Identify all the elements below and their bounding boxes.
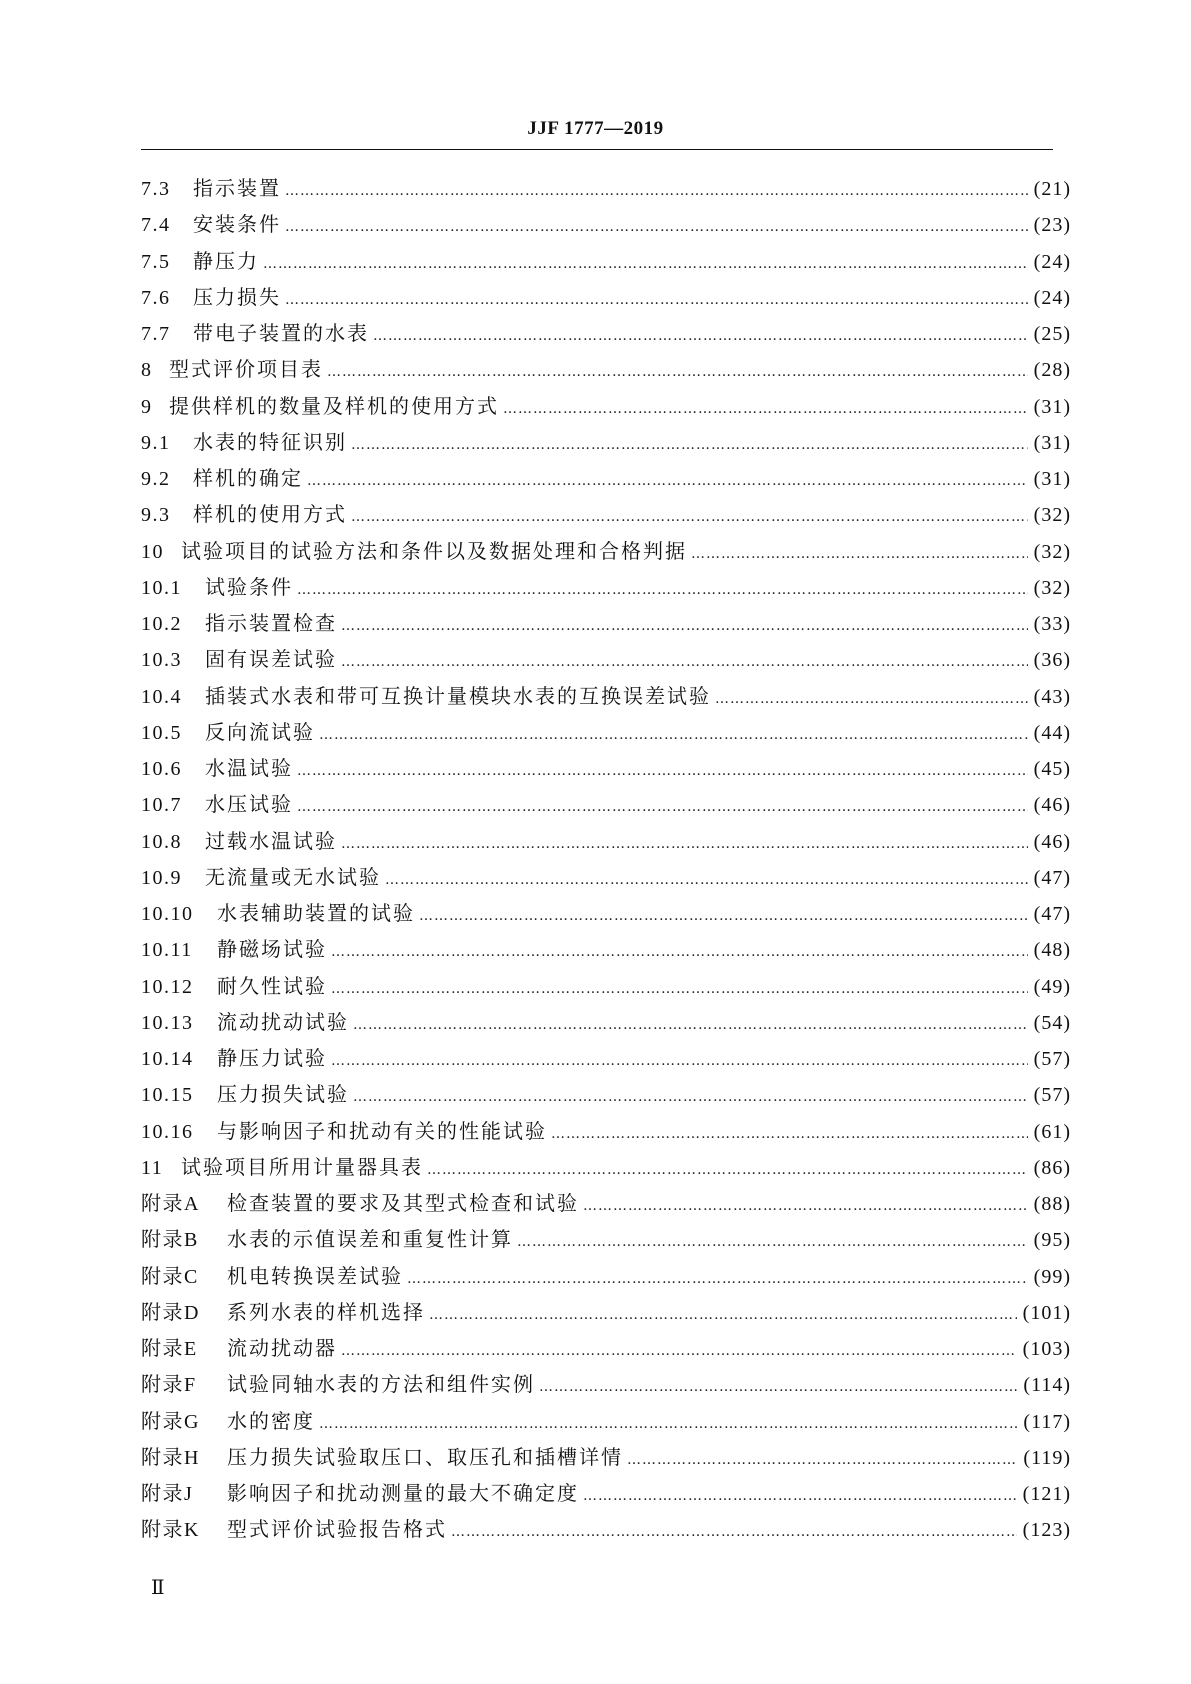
toc-entry-number: 10.12 <box>141 975 194 998</box>
toc-dot-leader <box>715 681 1028 717</box>
toc-entry <box>141 388 1071 424</box>
toc-dot-leader <box>297 572 1028 608</box>
toc-entry-page: (99) <box>1033 1265 1071 1288</box>
toc-entry <box>141 315 1071 351</box>
toc-entry-page: (32) <box>1033 504 1071 527</box>
toc-entry-title: 水表的特征识别 <box>193 429 347 454</box>
toc-dot-leader <box>539 1369 1017 1405</box>
toc-entry-number: 附录G <box>141 1410 200 1433</box>
toc-entry <box>141 569 1071 605</box>
toc-dot-leader <box>427 1152 1028 1188</box>
toc-entry-number: 10.5 <box>141 721 182 744</box>
toc-entry-title: 无流量或无水试验 <box>205 864 381 889</box>
toc-entry-number: 附录C <box>141 1265 199 1288</box>
toc-entry-title: 试验项目所用计量器具表 <box>181 1154 423 1179</box>
toc-entry-page: (45) <box>1033 758 1071 780</box>
toc-entry <box>141 424 1071 460</box>
toc-entry-title: 流动扰动试验 <box>217 1009 349 1034</box>
toc-entry-title: 型式评价项目表 <box>169 357 323 382</box>
toc-dot-leader <box>285 209 1028 245</box>
toc-entry-page: (43) <box>1033 685 1071 708</box>
toc-entry-page: (31) <box>1033 468 1071 490</box>
toc-entry-page: (103) <box>1022 1338 1071 1360</box>
toc-entry <box>141 1040 1071 1076</box>
toc-entry-page: (101) <box>1022 1301 1071 1324</box>
toc-entry-number: 附录B <box>141 1229 199 1252</box>
toc-entry-number: 7.6 <box>141 286 171 309</box>
toc-entry-title: 影响因子和扰动测量的最大不确定度 <box>227 1481 579 1505</box>
toc-entry-title: 反向流试验 <box>205 719 315 744</box>
toc-entry-page: (23) <box>1033 214 1071 237</box>
toc-dot-leader <box>551 1116 1028 1152</box>
toc-entry-number: 10.7 <box>141 794 182 817</box>
toc-entry-number: 附录D <box>141 1301 200 1324</box>
toc-entry-title: 固有误差试验 <box>205 647 337 672</box>
toc-entry-number: 10.11 <box>141 939 193 962</box>
toc-entry <box>141 641 1071 677</box>
toc-dot-leader <box>419 898 1028 934</box>
toc-entry <box>141 1185 1071 1221</box>
toc-entry-title: 压力损失试验 <box>217 1082 349 1107</box>
toc-entry-page: (46) <box>1033 794 1071 817</box>
toc-dot-leader <box>353 1079 1028 1115</box>
toc-entry <box>141 1076 1071 1112</box>
toc-entry-number: 8 <box>141 359 153 382</box>
toc-entry <box>141 931 1071 967</box>
toc-entry-number: 附录K <box>141 1519 200 1542</box>
toc-dot-leader <box>307 463 1028 499</box>
toc-dot-leader <box>341 1333 1017 1369</box>
toc-entry-title: 水压试验 <box>205 792 293 817</box>
toc-entry-number: 附录F <box>141 1374 197 1397</box>
toc-entry <box>141 460 1071 496</box>
toc-entry-number: 10.13 <box>141 1011 194 1034</box>
toc-dot-leader <box>319 717 1028 753</box>
toc-entry-number: 7.7 <box>141 323 171 345</box>
toc-entry-number: 10.6 <box>141 758 182 780</box>
toc-entry <box>141 1221 1071 1257</box>
toc-entry-number: 10.1 <box>141 576 182 599</box>
toc-entry <box>141 243 1071 279</box>
toc-entry-title: 带电子装置的水表 <box>193 321 369 345</box>
toc-entry-page: (44) <box>1033 721 1071 744</box>
toc-entry-page: (33) <box>1033 613 1071 635</box>
toc-entry-page: (119) <box>1023 1446 1071 1469</box>
toc-dot-leader <box>341 826 1028 862</box>
toc-entry-number: 附录J <box>141 1483 194 1505</box>
toc-dot-leader <box>331 1043 1028 1079</box>
toc-entry-page: (28) <box>1033 359 1071 382</box>
toc-entry-page: (32) <box>1033 576 1071 599</box>
toc-entry-title: 耐久性试验 <box>217 973 327 998</box>
toc-entry-title: 系列水表的样机选择 <box>227 1299 425 1324</box>
toc-entry-number: 7.3 <box>141 178 171 200</box>
toc-entry <box>141 895 1071 931</box>
toc-entry-page: (86) <box>1033 1156 1071 1179</box>
toc-dot-leader <box>407 1261 1028 1297</box>
toc-dot-leader <box>373 318 1028 354</box>
toc-entry-title: 水的密度 <box>227 1408 315 1433</box>
toc-entry-page: (57) <box>1033 1048 1071 1070</box>
toc-entry <box>141 750 1071 786</box>
toc-entry <box>141 496 1071 532</box>
toc-entry-number: 附录E <box>141 1338 198 1360</box>
toc-entry-page: (54) <box>1033 1011 1071 1034</box>
toc-entry <box>141 678 1071 714</box>
toc-entry-page: (25) <box>1033 323 1071 345</box>
toc-entry-number: 7.4 <box>141 214 171 237</box>
table-of-contents <box>141 170 1071 1548</box>
toc-dot-leader <box>583 1188 1028 1224</box>
toc-entry <box>141 1258 1071 1294</box>
toc-entry-title: 指示装置检查 <box>205 611 337 635</box>
toc-entry-number: 10.3 <box>141 649 182 672</box>
toc-entry-page: (47) <box>1033 866 1071 889</box>
toc-entry-page: (21) <box>1033 178 1071 200</box>
toc-entry-page: (49) <box>1033 975 1071 998</box>
toc-entry-title: 插装式水表和带可互换计量模块水表的互换误差试验 <box>205 683 711 708</box>
toc-entry <box>141 351 1071 387</box>
toc-entry-title: 试验同轴水表的方法和组件实例 <box>227 1372 535 1397</box>
toc-entry-page: (47) <box>1033 903 1071 925</box>
toc-entry-number: 10.4 <box>141 685 182 708</box>
toc-entry-page: (31) <box>1033 395 1071 418</box>
toc-entry-title: 样机的确定 <box>193 466 303 490</box>
toc-entry-number: 11 <box>141 1156 164 1179</box>
toc-entry-title: 试验条件 <box>205 574 293 599</box>
toc-entry <box>141 786 1071 822</box>
document-code-header: JJF 1777—2019 <box>527 118 664 139</box>
toc-entry-title: 与影响因子和扰动有关的性能试验 <box>217 1118 547 1143</box>
toc-entry-number: 附录H <box>141 1446 200 1469</box>
toc-entry <box>141 279 1071 315</box>
toc-dot-leader <box>327 354 1028 390</box>
toc-entry-page: (57) <box>1033 1084 1071 1107</box>
toc-entry-number: 10.8 <box>141 830 182 853</box>
toc-entry <box>141 714 1071 750</box>
toc-dot-leader <box>627 1442 1017 1478</box>
toc-entry <box>141 1149 1071 1185</box>
toc-entry-page: (31) <box>1033 431 1071 454</box>
toc-entry <box>141 1439 1071 1475</box>
toc-entry <box>141 206 1071 242</box>
toc-entry <box>141 859 1071 895</box>
toc-dot-leader <box>263 246 1028 282</box>
toc-entry-page: (114) <box>1023 1374 1071 1397</box>
toc-entry-number: 9.1 <box>141 431 171 454</box>
toc-entry-number: 9.2 <box>141 468 171 490</box>
toc-entry-page: (121) <box>1022 1483 1071 1505</box>
toc-entry-page: (88) <box>1033 1193 1071 1215</box>
toc-dot-leader <box>583 1478 1017 1514</box>
page-number: Ⅱ <box>151 1577 165 1599</box>
toc-entry-number: 10.14 <box>141 1048 194 1070</box>
toc-entry-title: 静压力试验 <box>217 1046 327 1070</box>
toc-entry-title: 型式评价试验报告格式 <box>227 1517 447 1542</box>
toc-entry-title: 样机的使用方式 <box>193 502 347 527</box>
toc-entry-number: 10.16 <box>141 1120 194 1143</box>
toc-entry-number: 10 <box>141 540 164 563</box>
toc-entry-page: (24) <box>1033 286 1071 309</box>
toc-entry-page: (36) <box>1033 649 1071 672</box>
toc-entry <box>141 1475 1071 1511</box>
toc-entry-title: 压力损失 <box>193 284 281 309</box>
toc-entry <box>141 533 1071 569</box>
toc-entry-number: 9 <box>141 395 153 418</box>
toc-entry-page: (123) <box>1022 1519 1071 1542</box>
toc-entry-title: 试验项目的试验方法和条件以及数据处理和合格判据 <box>181 538 687 563</box>
toc-dot-leader <box>353 1007 1028 1043</box>
toc-entry <box>141 1511 1071 1547</box>
toc-entry-number: 10.15 <box>141 1084 194 1107</box>
toc-dot-leader <box>429 1297 1017 1333</box>
toc-entry <box>141 1330 1071 1366</box>
toc-entry-title: 流动扰动器 <box>227 1336 337 1360</box>
toc-entry-title: 机电转换误差试验 <box>227 1263 403 1288</box>
toc-entry <box>141 1113 1071 1149</box>
toc-dot-leader <box>297 789 1028 825</box>
toc-dot-leader <box>341 644 1028 680</box>
toc-entry <box>141 1403 1071 1439</box>
toc-entry-title: 指示装置 <box>193 176 281 200</box>
toc-entry-title: 静压力 <box>193 248 259 273</box>
toc-dot-leader <box>297 753 1028 789</box>
toc-entry-page: (32) <box>1033 540 1071 563</box>
toc-entry-number: 附录A <box>141 1193 200 1215</box>
toc-entry-title: 水温试验 <box>205 756 293 780</box>
toc-entry <box>141 1294 1071 1330</box>
toc-dot-leader <box>331 971 1028 1007</box>
toc-dot-leader <box>319 1406 1017 1442</box>
toc-entry-title: 静磁场试验 <box>217 937 327 962</box>
toc-entry-page: (46) <box>1033 830 1071 853</box>
toc-entry-title: 水表的示值误差和重复性计算 <box>227 1227 513 1252</box>
toc-entry-number: 7.5 <box>141 250 171 273</box>
toc-entry <box>141 170 1071 206</box>
toc-entry-title: 压力损失试验取压口、取压孔和插槽详情 <box>227 1444 623 1469</box>
toc-dot-leader <box>385 862 1028 898</box>
toc-dot-leader <box>351 427 1028 463</box>
toc-dot-leader <box>285 173 1028 209</box>
toc-entry-number: 10.9 <box>141 866 182 889</box>
toc-entry-page: (48) <box>1033 939 1071 962</box>
toc-dot-leader <box>691 536 1028 572</box>
toc-entry-page: (117) <box>1023 1410 1071 1433</box>
toc-entry-number: 10.10 <box>141 903 194 925</box>
toc-dot-leader <box>341 608 1028 644</box>
toc-dot-leader <box>451 1514 1017 1550</box>
toc-dot-leader <box>285 282 1028 318</box>
toc-dot-leader <box>331 934 1028 970</box>
toc-entry-number: 10.2 <box>141 613 182 635</box>
toc-entry-number: 9.3 <box>141 504 171 527</box>
toc-entry <box>141 1004 1071 1040</box>
toc-entry <box>141 968 1071 1004</box>
toc-entry-title: 过载水温试验 <box>205 828 337 853</box>
toc-entry <box>141 1366 1071 1402</box>
toc-dot-leader <box>517 1224 1028 1260</box>
header-rule <box>141 149 1053 150</box>
toc-dot-leader <box>351 499 1028 535</box>
toc-entry-title: 提供样机的数量及样机的使用方式 <box>169 393 499 418</box>
toc-entry <box>141 823 1071 859</box>
toc-dot-leader <box>503 391 1028 427</box>
toc-entry-title: 水表辅助装置的试验 <box>217 901 415 925</box>
toc-entry-title: 安装条件 <box>193 212 281 237</box>
toc-entry-title: 检查装置的要求及其型式检查和试验 <box>227 1191 579 1215</box>
toc-entry-page: (61) <box>1033 1120 1071 1143</box>
toc-entry <box>141 605 1071 641</box>
toc-entry-page: (24) <box>1033 250 1071 273</box>
toc-entry-page: (95) <box>1033 1229 1071 1252</box>
